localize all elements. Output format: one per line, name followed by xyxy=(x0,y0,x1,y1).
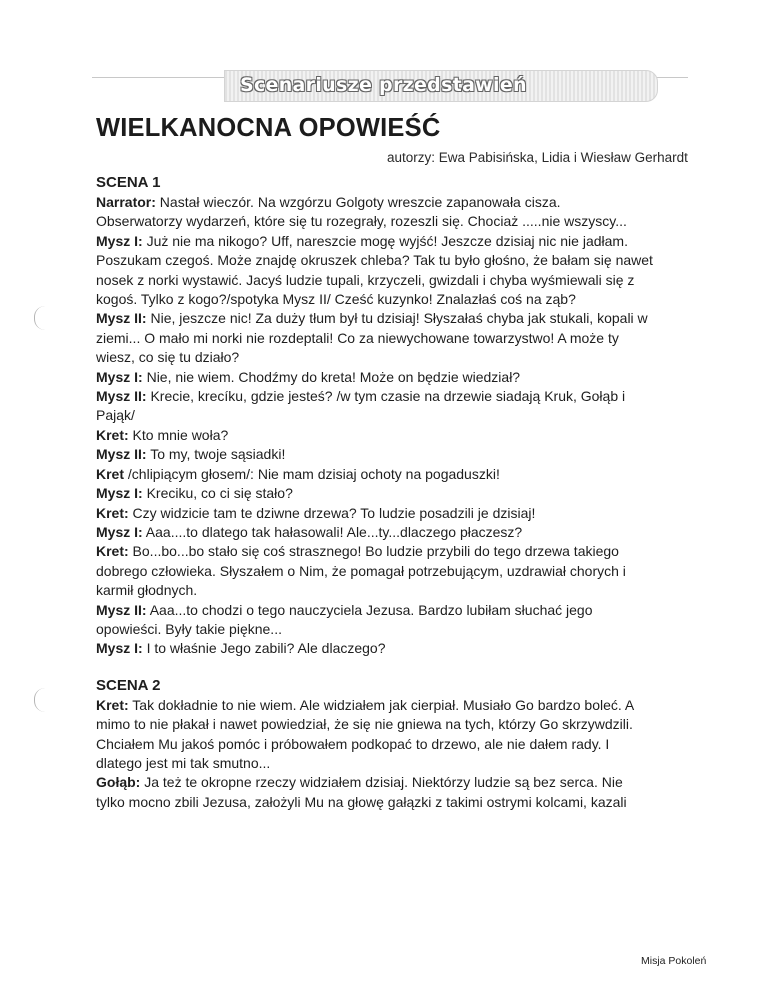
speaker-name: Mysz I: xyxy=(96,232,143,249)
script-line xyxy=(96,601,716,620)
margin-bracket-mark xyxy=(34,688,45,712)
dialogue-text: Czy widzicie tam te dziwne drzewa? To ludzie posadzili je dzisiaj! xyxy=(128,504,536,521)
speaker-name: Mysz II: xyxy=(96,601,147,618)
dialogue-text: Ja też te okropne rzeczy widziałem dzisiaj. Niektórzy ludzie są bez serca. Nie xyxy=(140,774,623,791)
scene-heading: SCENA 2 xyxy=(96,676,161,694)
script-line xyxy=(96,368,716,387)
script-line xyxy=(96,329,716,348)
dialogue-text: wiesz, co się tu działo? xyxy=(96,349,240,366)
dialogue-text: Kto mnie woła? xyxy=(128,426,229,443)
footer-source: Misja Pokoleń xyxy=(641,955,707,967)
script-line xyxy=(96,465,716,484)
dialogue-text: To my, twoje sąsiadki! xyxy=(146,446,286,463)
dialogue-text: tylko mocno zbili Jezusa, założyli Mu na głowę gałązki z takimi ostrymi kolcami, kazali xyxy=(96,793,627,810)
dialogue-text: Nastał wieczór. Na wzgórzu Golgoty wreszcie zapanowała cisza. xyxy=(155,194,561,210)
dialogue-text: Obserwatorzy wydarzeń, które się tu rozegrały, rozeszli się. Chociaż .....nie wszyscy... xyxy=(96,213,627,230)
script-line xyxy=(96,754,716,773)
dialogue-text: Tak dokładnie to nie wiem. Ale widziałem jak cierpiał. Musiało Go bardzo boleć. A xyxy=(128,696,635,713)
speaker-name: Mysz I: xyxy=(96,640,143,657)
dialogue-text: dobrego człowieka. Słyszałem o Nim, że pomagał potrzebującym, uzdrawiał chorych i xyxy=(96,562,626,579)
speaker-name: Gołąb: xyxy=(96,774,141,791)
dialogue-text: kogoś. Tylko z kogo?/spotyka Mysz II/ Cześć kuzynko! Znalazłaś coś na ząb? xyxy=(96,291,576,308)
scene-heading: SCENA 1 xyxy=(96,174,161,191)
speaker-name: Kret: xyxy=(96,543,129,560)
dialogue-text: Bo...bo...bo stało się coś strasznego! Bo ludzie przybili do tego drzewa takiego xyxy=(128,543,619,560)
script-line xyxy=(96,387,716,406)
script-line xyxy=(96,406,716,425)
script-line xyxy=(96,504,716,523)
speaker-name: Kret: xyxy=(96,426,129,443)
script-line xyxy=(96,793,716,812)
script-line xyxy=(96,348,716,367)
dialogue-text: Aaa....to dlatego tak hałasowali! Ale...ty...dlaczego płaczesz? xyxy=(142,523,523,540)
scene-1-lines xyxy=(96,193,716,659)
script-line xyxy=(96,715,716,734)
script-line xyxy=(96,639,716,658)
dialogue-text: dlatego jest mi tak smutno... xyxy=(96,754,271,771)
script-line xyxy=(96,212,716,231)
dialogue-text: karmił głodnych. xyxy=(96,582,198,599)
script-line xyxy=(96,193,716,212)
script-line xyxy=(96,232,716,251)
script-line xyxy=(96,290,716,309)
script-line xyxy=(96,426,716,445)
dialogue-text: ziemi... O mało mi norki nie rozdeptali! Co za niewychowane towarzystwo! A może ty xyxy=(96,329,619,346)
section-banner xyxy=(92,68,688,104)
scene-2-lines xyxy=(96,696,716,812)
speaker-name: Mysz I: xyxy=(96,523,143,540)
dialogue-text: Kreciku, co ci się stało? xyxy=(142,485,293,502)
authors-line: autorzy: Ewa Pabisińska, Lidia i Wiesław Gerhardt xyxy=(387,150,688,165)
script-line xyxy=(96,445,716,464)
script-line xyxy=(96,696,716,715)
dialogue-text: Krecie, krecíku, gdzie jesteś? /w tym czasie na drzewie siadają Kruk, Gołąb i xyxy=(146,388,626,405)
dialogue-text: nosek z norki wystawić. Jacyś ludzie tupali, krzyczeli, gwizdali i chyba wyśmiewali się z xyxy=(96,271,635,288)
document-title: WIELKANOCNA OPOWIEŚĆ xyxy=(96,114,441,142)
speaker-name: Narrator: xyxy=(96,194,156,210)
dialogue-text: Nie, nie wiem. Chodźmy do kreta! Może on będzie wiedział? xyxy=(142,368,521,385)
script-line xyxy=(96,523,716,542)
script-line xyxy=(96,309,716,328)
speaker-name: Mysz I: xyxy=(96,368,143,385)
dialogue-text: opowieści. Były takie piękne... xyxy=(96,620,282,637)
dialogue-text: Poszukam czegoś. Może znajdę okruszek chleba? Tak tu było głośno, że bałam się nawet xyxy=(96,252,653,269)
script-line xyxy=(96,271,716,290)
scene-2 xyxy=(96,676,716,812)
dialogue-text: Aaa...to chodzi o tego nauczyciela Jezusa. Bardzo lubiłam słuchać jego xyxy=(146,601,593,618)
script-line xyxy=(96,773,716,792)
dialogue-text: Chciałem Mu jakoś pomóc i próbowałem podkopać to drzewo, ale nie dałem rady. I xyxy=(96,735,610,752)
scene-1 xyxy=(96,173,716,659)
speaker-name: Mysz II: xyxy=(96,310,147,327)
speaker-name: Kret: xyxy=(96,504,129,521)
dialogue-text: /chlipiącym głosem/: Nie mam dzisiaj ochoty na pogaduszki! xyxy=(124,465,500,482)
script-body xyxy=(96,173,716,812)
script-line xyxy=(96,484,716,503)
script-line xyxy=(96,620,716,639)
dialogue-text: Pająk/ xyxy=(96,407,135,424)
speaker-name: Mysz I: xyxy=(96,485,143,502)
dialogue-text: mimo to nie płakał i nawet powiedział, że się nie gniewa na tych, którzy Go skrzywdzili. xyxy=(96,716,633,733)
speaker-name: Mysz II: xyxy=(96,388,147,405)
speaker-name: Kret xyxy=(96,465,125,482)
script-line xyxy=(96,251,716,270)
script-line xyxy=(96,735,716,754)
script-line xyxy=(96,562,716,581)
speaker-name: Mysz II: xyxy=(96,446,147,463)
margin-bracket-mark xyxy=(34,306,45,330)
banner-title: Scenariusze przedstawień xyxy=(240,74,527,96)
speaker-name: Kret: xyxy=(96,696,129,713)
dialogue-text: Już nie ma nikogo? Uff, nareszcie mogę wyjść! Jeszcze dzisiaj nic nie jadłam. xyxy=(142,232,628,249)
dialogue-text: Nie, jeszcze nic! Za duży tłum był tu dzisiaj! Słyszałaś chyba jak stukali, kopali w xyxy=(146,310,648,327)
script-line xyxy=(96,581,716,600)
script-line xyxy=(96,542,716,561)
dialogue-text: I to właśnie Jego zabili? Ale dlaczego? xyxy=(142,640,386,657)
